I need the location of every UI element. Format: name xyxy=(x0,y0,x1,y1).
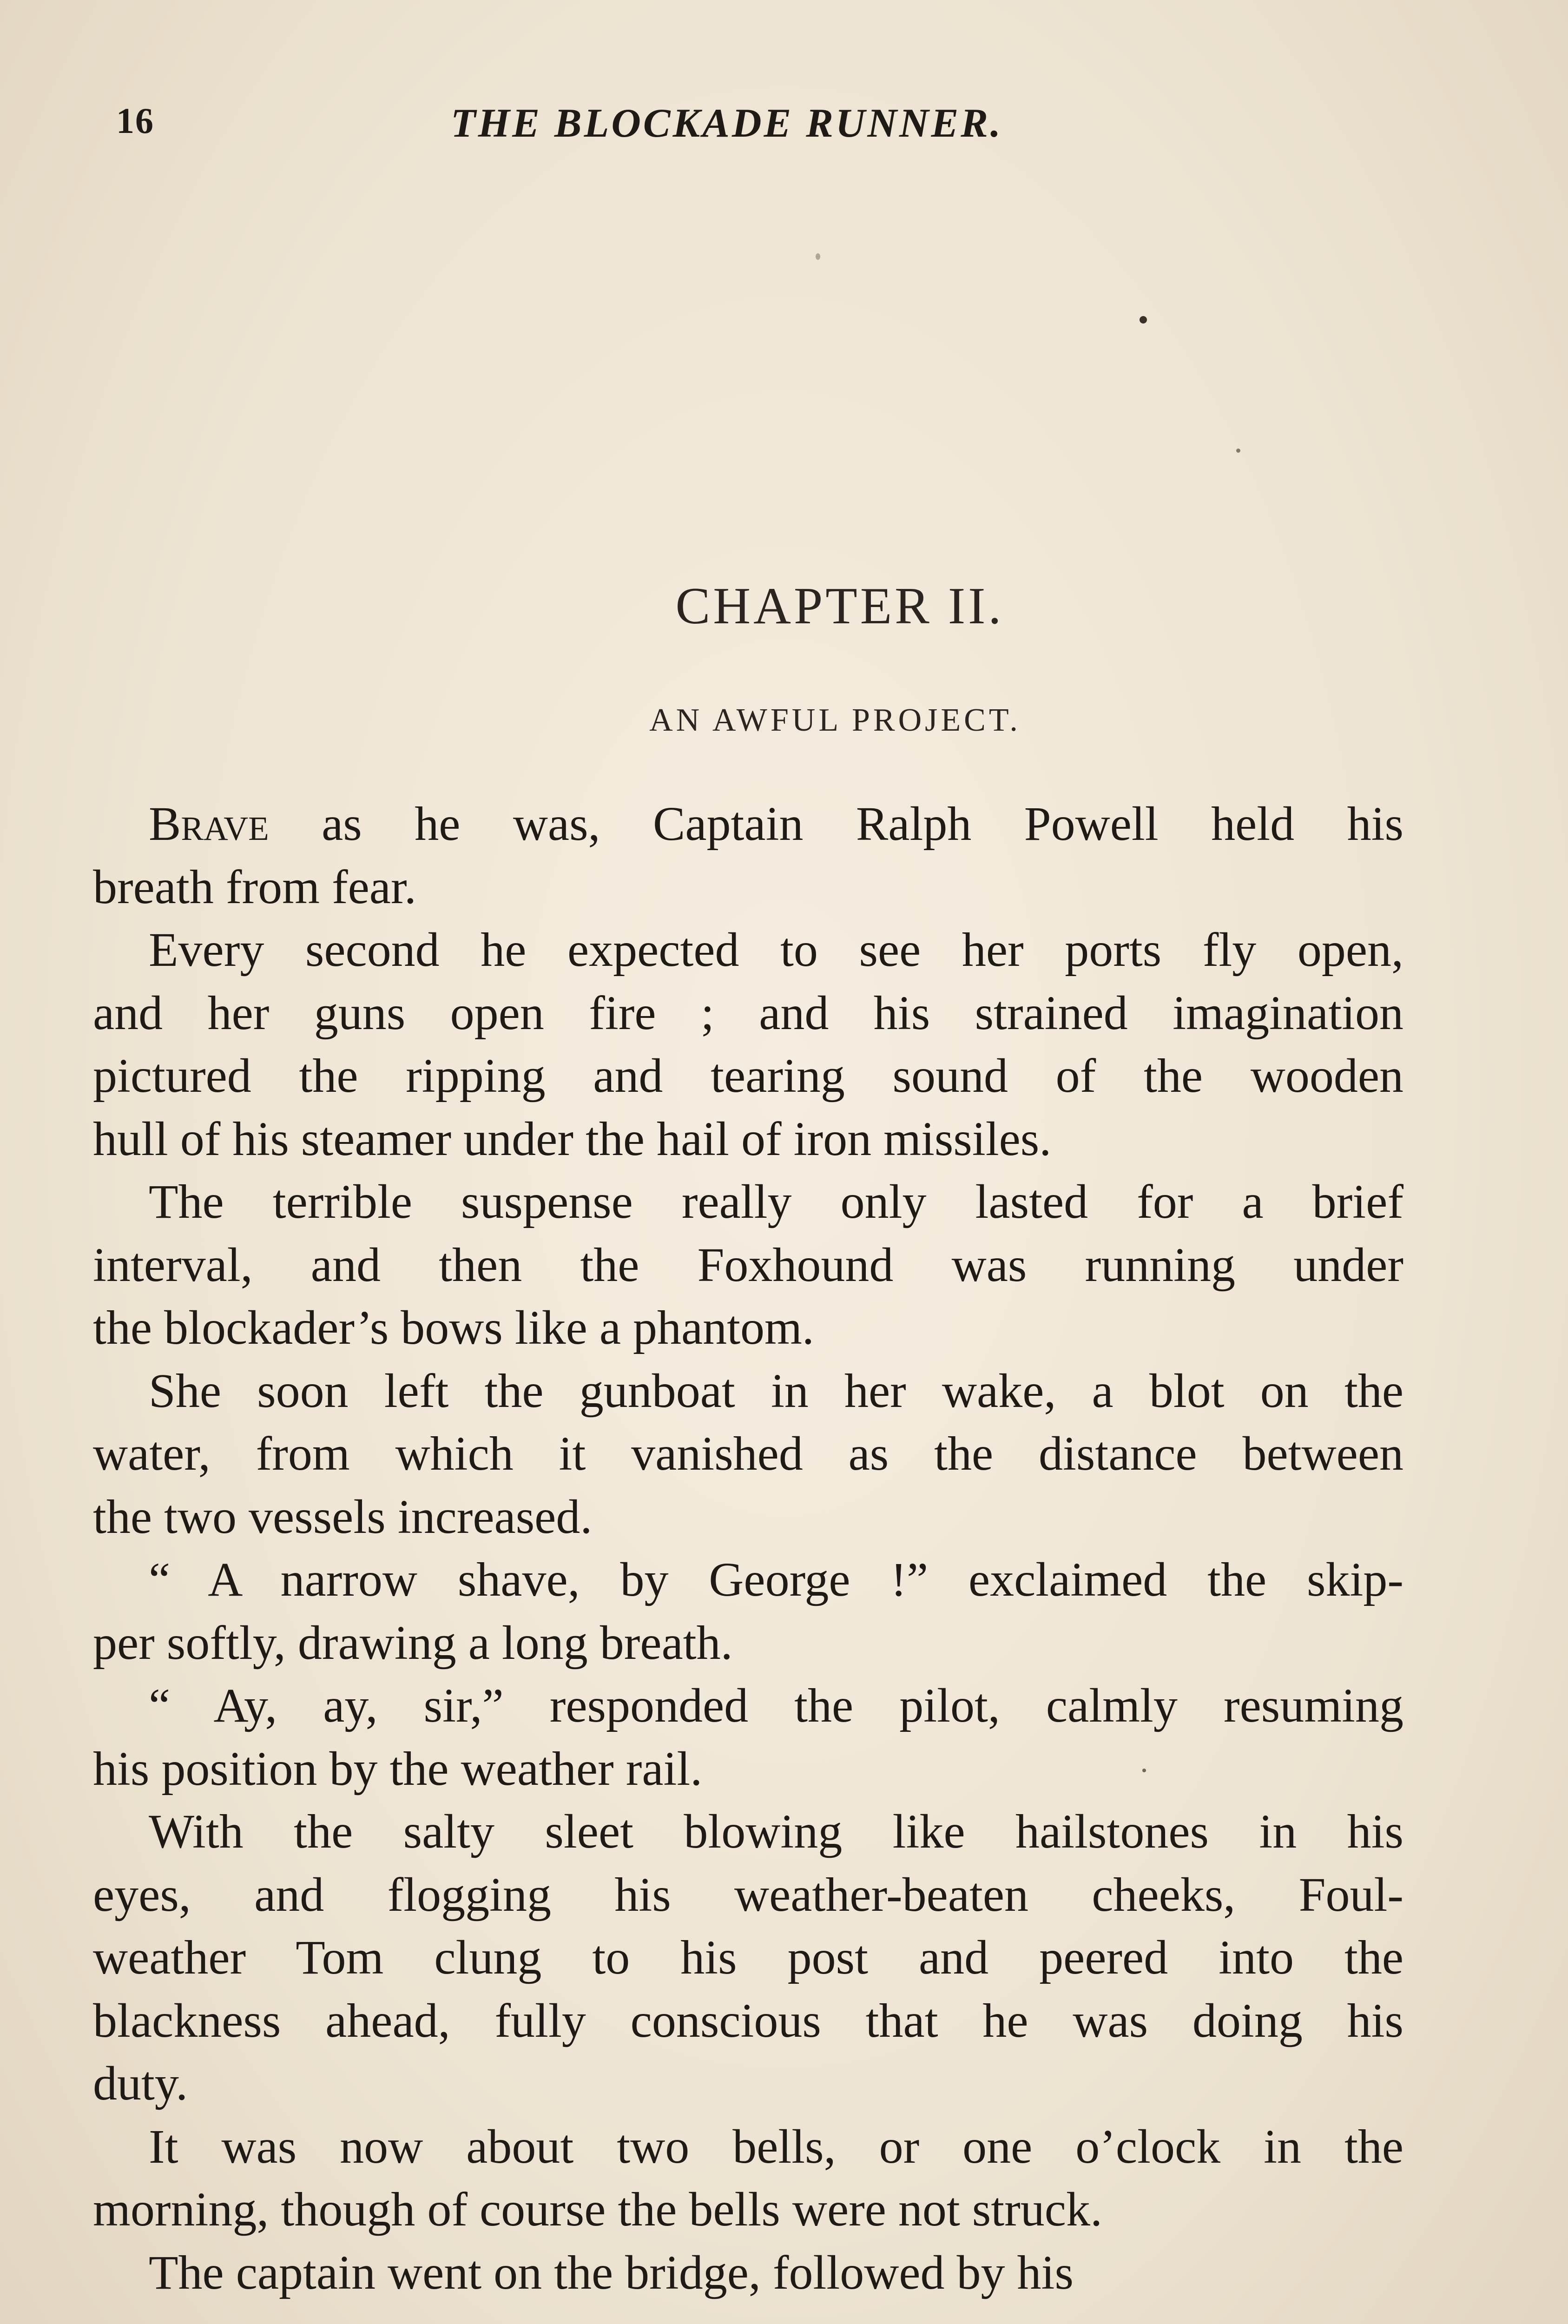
small-caps-opening-word: Brave xyxy=(149,797,269,851)
text-line xyxy=(93,2115,1403,2179)
line-text: morning, though of course the bells were not struck. xyxy=(93,2183,1102,2236)
line-text: hull of his steamer under the hail of iron missiles. xyxy=(93,1112,1052,1166)
paragraph xyxy=(93,2115,1403,2241)
paragraph xyxy=(93,792,1403,918)
text-line xyxy=(93,918,1403,982)
line-text: eyes, and flogging his weather-beaten cheeks, Foul- xyxy=(93,1868,1403,1921)
line-text: and her guns open fire ; and his strained imagination xyxy=(93,986,1403,1040)
text-line xyxy=(93,2241,1403,2304)
text-line xyxy=(93,856,1403,919)
page-number: 16 xyxy=(116,100,154,141)
text-line xyxy=(93,1170,1403,1234)
body-text xyxy=(93,792,1403,2304)
text-line xyxy=(93,1044,1403,1108)
text-line xyxy=(93,1863,1403,1927)
line-text: the two vessels increased. xyxy=(93,1490,593,1544)
chapter-subtitle-text: AN AWFUL PROJECT. xyxy=(649,702,1021,738)
text-line xyxy=(93,982,1403,1045)
line-text: She soon left the gunboat in her wake, a blot on the xyxy=(149,1364,1403,1418)
line-text: interval, and then the Foxhound was running under xyxy=(93,1238,1403,1292)
line-text: pictured the ripping and tearing sound of the wooden xyxy=(93,1049,1403,1103)
paragraph xyxy=(93,2241,1403,2304)
paragraph xyxy=(93,1360,1403,1549)
text-line xyxy=(93,1486,1403,1549)
line-text: blackness ahead, fully conscious that he was doing his xyxy=(93,1994,1403,2047)
line-text: “ A narrow shave, by George !” exclaimed the skip- xyxy=(149,1553,1403,1606)
paragraph xyxy=(93,1170,1403,1360)
text-line xyxy=(93,1548,1403,1611)
line-text: water, from which it vanished as the distance between xyxy=(93,1427,1403,1480)
line-text: duty. xyxy=(93,2057,188,2110)
text-line xyxy=(93,1674,1403,1737)
ink-speck xyxy=(1236,449,1240,453)
line-text: as he was, Captain Ralph Powell held his xyxy=(269,797,1403,851)
text-line xyxy=(93,1800,1403,1863)
line-text: breath from fear. xyxy=(93,860,416,914)
text-line xyxy=(93,1989,1403,2053)
line-text: Every second he expected to see her ports fly open, xyxy=(149,923,1403,977)
line-text: weather Tom clung to his post and peered into the xyxy=(93,1931,1403,1984)
text-line xyxy=(93,2178,1403,2241)
text-line xyxy=(93,1108,1403,1171)
line-text: his position by the weather rail. xyxy=(93,1742,703,1796)
text-line xyxy=(93,1360,1403,1423)
text-line xyxy=(93,1926,1403,1989)
text-line xyxy=(93,1234,1403,1297)
text-line xyxy=(93,1296,1403,1360)
chapter-heading xyxy=(0,576,1568,636)
ink-speck xyxy=(1140,316,1147,324)
paragraph xyxy=(93,1800,1403,2115)
chapter-heading-text: CHAPTER II. xyxy=(675,577,1004,635)
ink-speck xyxy=(816,253,820,260)
line-text: It was now about two bells, or one o’clock in the xyxy=(149,2119,1403,2173)
line-text: per softly, drawing a long breath. xyxy=(93,1616,733,1670)
text-line xyxy=(93,1422,1403,1486)
text-line xyxy=(93,1611,1403,1675)
line-text: “ Ay, ay, sir,” responded the pilot, calmly resuming xyxy=(149,1679,1403,1732)
line-text: the blockader’s bows like a phantom. xyxy=(93,1301,814,1354)
running-title: THE BLOCKADE RUNNER. xyxy=(451,101,1003,146)
paragraph xyxy=(93,1674,1403,1800)
line-text: With the salty sleet blowing like hailstones in his xyxy=(149,1805,1403,1858)
chapter-subtitle xyxy=(0,702,1568,739)
paragraph xyxy=(93,1548,1403,1674)
paragraph xyxy=(93,918,1403,1170)
text-line xyxy=(93,1737,1403,1801)
line-text: The terrible suspense really only lasted for a brief xyxy=(149,1175,1403,1228)
text-line xyxy=(93,2052,1403,2115)
line-text: The captain went on the bridge, followed by his xyxy=(149,2245,1074,2299)
text-line xyxy=(93,792,1403,856)
running-head xyxy=(116,100,1115,160)
